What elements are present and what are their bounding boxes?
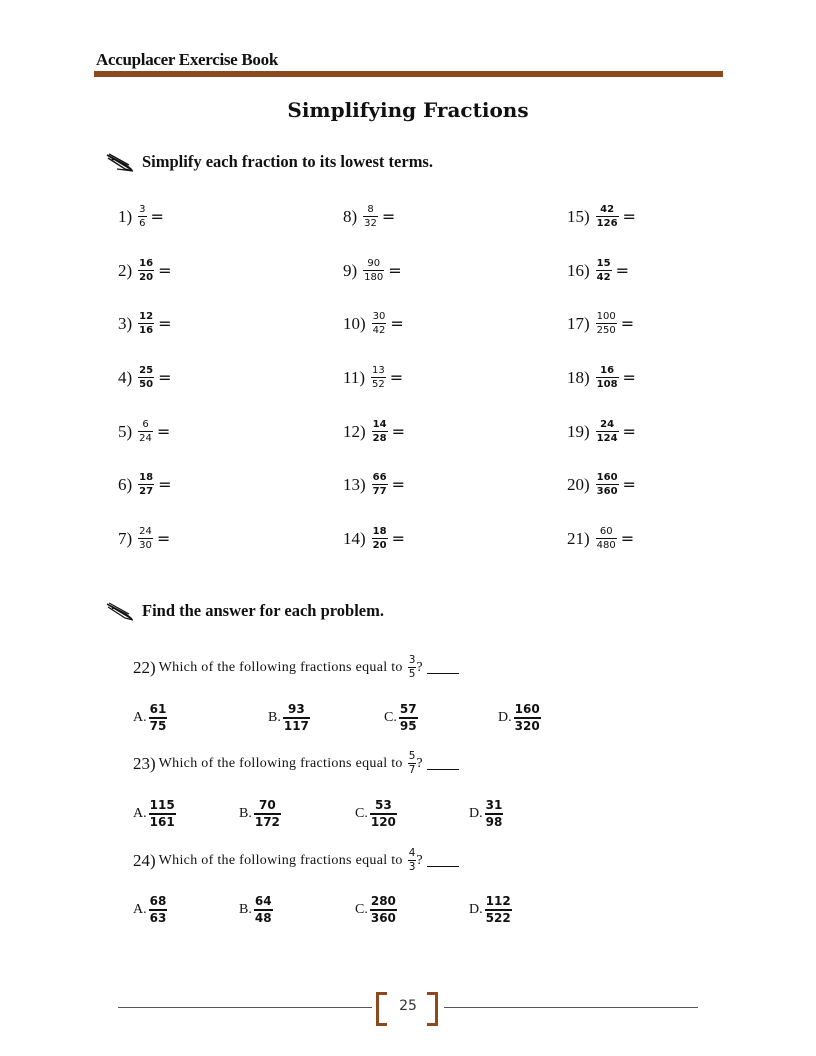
fraction-bar <box>596 377 619 378</box>
answer-option <box>133 799 176 829</box>
numerator: 61 <box>149 702 167 716</box>
answer-option <box>133 895 167 925</box>
option-letter: C. <box>355 806 368 821</box>
denominator: 172 <box>254 815 280 829</box>
question-22 <box>133 655 459 680</box>
numerator: 66 <box>372 472 387 483</box>
answer-option <box>469 799 503 829</box>
answer-option <box>268 703 310 733</box>
denominator: 126 <box>596 218 618 229</box>
option-letter: D. <box>469 902 483 917</box>
fraction <box>138 419 153 444</box>
numerator: 68 <box>149 894 167 908</box>
fraction <box>596 365 619 390</box>
fraction <box>408 751 417 776</box>
numerator: 30 <box>372 311 386 322</box>
fraction-bar <box>138 323 154 324</box>
denominator: 480 <box>596 540 616 551</box>
question-text: Which of the following fractions equal to <box>158 659 403 675</box>
denominator: 16 <box>139 325 154 336</box>
simplify-item <box>343 204 395 229</box>
numerator: 18 <box>372 526 387 537</box>
numerator: 3 <box>139 204 146 215</box>
numerator: 13 <box>372 365 385 376</box>
simplify-item <box>118 419 170 444</box>
denominator: 117 <box>283 719 309 733</box>
question-text: Which of the following fractions equal to <box>158 755 403 771</box>
simplify-item <box>567 526 634 551</box>
section1-instruction <box>105 152 433 172</box>
denominator: 5 <box>408 668 416 680</box>
fraction <box>372 526 388 551</box>
numerator: 3 <box>408 654 416 666</box>
denominator: 77 <box>372 486 387 497</box>
fraction-bar <box>138 538 153 539</box>
fraction <box>254 799 281 829</box>
numerator: 90 <box>367 258 381 269</box>
fraction <box>138 526 153 551</box>
simplify-item <box>343 526 405 551</box>
fraction <box>596 472 619 497</box>
denominator: 522 <box>485 911 511 925</box>
denominator: 7 <box>408 764 416 776</box>
fraction <box>372 472 388 497</box>
item-number: 21) <box>567 528 590 548</box>
denominator: 360 <box>596 486 618 497</box>
simplify-item <box>118 258 172 283</box>
question-text: Which of the following fractions equal to <box>158 852 403 868</box>
item-number: 5) <box>118 421 133 441</box>
numerator: 14 <box>372 419 387 430</box>
fraction <box>408 655 417 680</box>
simplify-item <box>118 526 170 551</box>
fraction <box>138 204 146 229</box>
fraction-bar <box>596 538 617 539</box>
simplify-item <box>343 311 404 336</box>
fraction-bar <box>372 484 388 485</box>
fraction <box>596 204 619 229</box>
equals-sign: = <box>620 529 635 548</box>
numerator: 93 <box>288 702 305 716</box>
simplify-item <box>118 204 164 229</box>
fraction <box>596 526 617 551</box>
item-number: 3) <box>118 313 133 333</box>
page-title: Simplifying Fractions <box>287 98 529 122</box>
fraction-bar <box>372 538 388 539</box>
denominator: 180 <box>364 272 384 283</box>
item-number: 2) <box>118 260 133 280</box>
equals-sign: = <box>622 422 636 441</box>
fraction <box>254 895 273 925</box>
pencil-icon <box>105 601 135 621</box>
numerator: 115 <box>149 798 175 812</box>
section2-instruction <box>105 601 384 621</box>
numerator: 42 <box>600 204 615 215</box>
numerator: 64 <box>254 894 272 908</box>
equals-sign: = <box>389 368 404 387</box>
option-letter: D. <box>469 806 483 821</box>
fraction-bar <box>363 270 384 271</box>
equals-sign: = <box>622 368 636 387</box>
question-number: 23) <box>133 753 156 773</box>
numerator: 25 <box>139 365 154 376</box>
fraction-bar <box>138 377 154 378</box>
fraction <box>372 419 388 444</box>
item-number: 11) <box>343 367 366 387</box>
fraction-bar <box>372 431 388 432</box>
numerator: 6 <box>142 419 149 430</box>
fraction-bar <box>138 431 153 432</box>
fraction <box>371 365 386 390</box>
question-23 <box>133 751 459 776</box>
answer-blank <box>427 757 459 770</box>
item-number: 6) <box>118 474 133 494</box>
equals-sign: = <box>390 314 404 333</box>
fraction <box>399 703 418 733</box>
denominator: 42 <box>372 325 386 336</box>
denominator: 27 <box>139 486 154 497</box>
page-number: 25 <box>399 998 417 1014</box>
fraction-bar <box>363 216 378 217</box>
numerator: 60 <box>599 526 613 537</box>
fraction <box>138 258 154 283</box>
simplify-item <box>343 472 405 497</box>
equals-sign: = <box>622 475 636 494</box>
item-number: 1) <box>118 206 133 226</box>
simplify-item <box>567 258 629 283</box>
fraction-bar <box>138 270 154 271</box>
fraction <box>149 895 168 925</box>
denominator: 42 <box>596 272 611 283</box>
simplify-item <box>118 311 172 336</box>
fraction <box>363 258 384 283</box>
equals-sign: = <box>622 207 636 226</box>
option-letter: A. <box>133 902 147 917</box>
simplify-item <box>567 472 636 497</box>
fraction-bar <box>138 484 154 485</box>
pencil-icon <box>105 152 135 172</box>
denominator: 108 <box>596 379 618 390</box>
numerator: 16 <box>139 258 154 269</box>
equals-sign: = <box>156 422 171 441</box>
denominator: 6 <box>139 218 146 229</box>
fraction <box>596 258 612 283</box>
simplify-item <box>343 365 403 390</box>
answer-option <box>498 703 541 733</box>
answer-option <box>239 799 281 829</box>
denominator: 50 <box>139 379 154 390</box>
item-number: 7) <box>118 528 133 548</box>
option-letter: C. <box>384 710 397 725</box>
equals-sign: = <box>158 314 172 333</box>
denominator: 95 <box>399 719 417 733</box>
equals-sign: = <box>615 261 629 280</box>
numerator: 57 <box>399 702 417 716</box>
equals-sign: = <box>158 475 172 494</box>
fraction-bar <box>596 270 612 271</box>
numerator: 4 <box>408 847 416 859</box>
numerator: 12 <box>139 311 154 322</box>
item-number: 10) <box>343 313 366 333</box>
denominator: 28 <box>372 433 387 444</box>
fraction-bar <box>138 216 146 217</box>
footer-line-right <box>444 1007 698 1008</box>
denominator: 48 <box>254 911 272 925</box>
header-title: Accuplacer Exercise Book <box>96 50 278 69</box>
fraction-bar <box>596 484 619 485</box>
option-letter: B. <box>268 710 281 725</box>
item-number: 19) <box>567 421 590 441</box>
equals-sign: = <box>388 261 402 280</box>
item-number: 4) <box>118 367 133 387</box>
denominator: 52 <box>372 379 385 390</box>
item-number: 9) <box>343 260 358 280</box>
item-number: 16) <box>567 260 590 280</box>
answer-option <box>384 703 418 733</box>
section1-instruction-text: Simplify each fraction to its lowest terms. <box>142 152 433 171</box>
fraction <box>596 311 617 336</box>
denominator: 63 <box>149 911 167 925</box>
fraction <box>372 311 387 336</box>
fraction <box>149 703 168 733</box>
numerator: 160 <box>514 702 540 716</box>
denominator: 124 <box>596 433 618 444</box>
numerator: 18 <box>139 472 154 483</box>
option-letter: C. <box>355 902 368 917</box>
denominator: 3 <box>408 861 416 873</box>
footer-bracket-left <box>376 992 387 1026</box>
denominator: 120 <box>370 815 396 829</box>
equals-sign: = <box>391 475 405 494</box>
item-number: 20) <box>567 474 590 494</box>
fraction-bar <box>596 431 619 432</box>
numerator: 70 <box>259 798 276 812</box>
numerator: 5 <box>408 750 416 762</box>
simplify-item <box>118 365 172 390</box>
fraction <box>138 311 154 336</box>
fraction <box>283 703 310 733</box>
option-letter: D. <box>498 710 512 725</box>
item-number: 8) <box>343 206 358 226</box>
denominator: 20 <box>139 272 154 283</box>
answer-option <box>469 895 512 925</box>
fraction <box>485 799 504 829</box>
question-number: 22) <box>133 657 156 677</box>
equals-sign: = <box>158 261 172 280</box>
simplify-item <box>343 258 402 283</box>
question-number: 24) <box>133 850 156 870</box>
answer-blank <box>427 661 459 674</box>
simplify-item <box>567 311 634 336</box>
equals-sign: = <box>391 529 405 548</box>
numerator: 53 <box>375 798 392 812</box>
item-number: 17) <box>567 313 590 333</box>
fraction-bar <box>596 216 619 217</box>
simplify-item <box>567 204 636 229</box>
denominator: 161 <box>149 815 175 829</box>
question-mark: ? <box>416 659 423 675</box>
denominator: 30 <box>139 540 152 551</box>
option-letter: A. <box>133 710 147 725</box>
item-number: 13) <box>343 474 366 494</box>
denominator: 32 <box>364 218 377 229</box>
numerator: 16 <box>600 365 615 376</box>
fraction <box>138 365 154 390</box>
answer-option <box>239 895 273 925</box>
equals-sign: = <box>158 368 172 387</box>
numerator: 8 <box>367 204 374 215</box>
numerator: 24 <box>139 526 152 537</box>
answer-option <box>133 703 167 733</box>
fraction <box>370 895 397 925</box>
numerator: 24 <box>600 419 615 430</box>
item-number: 15) <box>567 206 590 226</box>
numerator: 15 <box>596 258 611 269</box>
equals-sign: = <box>156 529 171 548</box>
fraction <box>514 703 541 733</box>
answer-option <box>355 799 397 829</box>
footer-bracket-right <box>427 992 438 1026</box>
option-letter: B. <box>239 806 252 821</box>
question-mark: ? <box>416 852 423 868</box>
equals-sign: = <box>381 207 396 226</box>
option-letter: B. <box>239 902 252 917</box>
numerator: 160 <box>596 472 618 483</box>
item-number: 18) <box>567 367 590 387</box>
fraction <box>485 895 512 925</box>
answer-option <box>355 895 397 925</box>
denominator: 98 <box>485 815 503 829</box>
denominator: 320 <box>514 719 540 733</box>
option-letter: A. <box>133 806 147 821</box>
denominator: 75 <box>149 719 167 733</box>
numerator: 112 <box>485 894 511 908</box>
fraction <box>596 419 619 444</box>
numerator: 31 <box>485 798 503 812</box>
fraction <box>149 799 176 829</box>
item-number: 14) <box>343 528 366 548</box>
equals-sign: = <box>620 314 635 333</box>
fraction <box>138 472 154 497</box>
simplify-item <box>567 419 636 444</box>
simplify-item <box>118 472 172 497</box>
fraction-bar <box>596 323 617 324</box>
equals-sign: = <box>150 207 164 226</box>
fraction <box>408 848 417 873</box>
section2-instruction-text: Find the answer for each problem. <box>142 601 384 620</box>
question-24 <box>133 848 459 873</box>
footer-line-left <box>118 1007 372 1008</box>
header-rule <box>94 71 723 77</box>
numerator: 280 <box>370 894 396 908</box>
fraction <box>363 204 378 229</box>
denominator: 250 <box>596 325 616 336</box>
answer-blank <box>427 854 459 867</box>
denominator: 24 <box>139 433 152 444</box>
fraction-bar <box>372 323 387 324</box>
simplify-item <box>567 365 636 390</box>
item-number: 12) <box>343 421 366 441</box>
question-mark: ? <box>416 755 423 771</box>
numerator: 100 <box>596 311 616 322</box>
equals-sign: = <box>391 422 405 441</box>
simplify-item <box>343 419 405 444</box>
fraction-bar <box>371 377 386 378</box>
denominator: 20 <box>372 540 387 551</box>
fraction <box>370 799 397 829</box>
denominator: 360 <box>370 911 396 925</box>
